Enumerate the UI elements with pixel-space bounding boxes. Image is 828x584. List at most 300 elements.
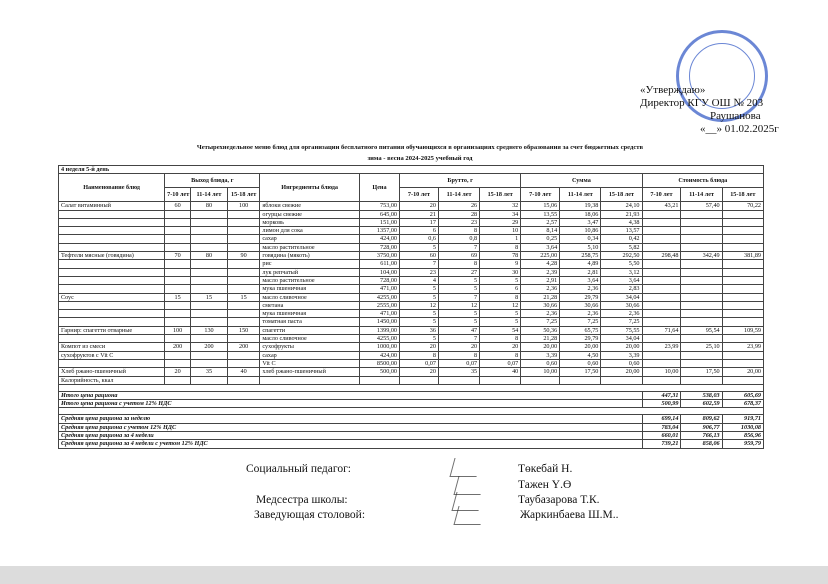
table-cell (59, 318, 165, 326)
header-cost-age-3: 15-18 лет (722, 188, 763, 202)
summary-value: 739,21 (642, 440, 681, 448)
approval-date: «__» 01.02.2025г (700, 123, 779, 135)
table-cell: сухофруктов с Vit C (59, 351, 165, 359)
table-cell (722, 351, 763, 359)
signature-mark-1 (449, 458, 481, 477)
table-row (59, 285, 764, 293)
table-cell (165, 260, 191, 268)
summary-value: 766,13 (681, 432, 722, 440)
table-cell: 15 (191, 293, 228, 301)
table-cell: яблоки свежие (260, 202, 360, 210)
table-cell: 8 (480, 293, 521, 301)
table-cell (165, 310, 191, 318)
table-cell: 80 (191, 202, 228, 210)
school-nurse-role: Медсестра школы: (256, 494, 348, 506)
table-cell: 20,00 (601, 343, 642, 351)
header-cost: Стоимость блюда (642, 174, 763, 188)
table-cell (722, 285, 763, 293)
summary-label: Средняя цена рациона за 4 недели с учетом 12% НДС (59, 440, 643, 448)
table-row (59, 276, 764, 284)
table-cell (722, 318, 763, 326)
table-cell: 1399,00 (359, 326, 399, 334)
table-cell: 7 (438, 335, 479, 343)
table-cell: 5 (400, 310, 439, 318)
table-cell: масло растительное (260, 276, 360, 284)
table-cell (227, 235, 259, 243)
table-cell (165, 351, 191, 359)
table-cell (681, 310, 722, 318)
table-cell: 20,00 (521, 343, 560, 351)
summary-value: 660,01 (642, 432, 681, 440)
table-cell (191, 301, 228, 309)
table-cell: 2,81 (560, 268, 601, 276)
summary-value: 447,31 (642, 391, 681, 399)
table-cell: 28 (438, 210, 479, 218)
table-cell (400, 376, 439, 384)
table-cell (227, 301, 259, 309)
table-cell: 728,00 (359, 243, 399, 251)
table-cell: масло сливочное (260, 335, 360, 343)
table-cell (165, 335, 191, 343)
table-cell: 5 (400, 293, 439, 301)
header-sum-age-2: 11-14 лет (560, 188, 601, 202)
table-cell: 150 (227, 326, 259, 334)
table-cell: 728,00 (359, 276, 399, 284)
table-cell: 5,82 (601, 243, 642, 251)
week-label: 4 неделя 5-й день (59, 166, 764, 174)
table-cell: 3,64 (521, 243, 560, 251)
table-cell (722, 310, 763, 318)
table-cell: 5 (438, 310, 479, 318)
table-cell: 471,00 (359, 285, 399, 293)
table-cell (59, 210, 165, 218)
table-cell: 8 (438, 351, 479, 359)
table-cell: 4,50 (560, 351, 601, 359)
table-cell: 2,36 (560, 310, 601, 318)
table-cell (642, 310, 681, 318)
table-cell: 5 (480, 318, 521, 326)
table-cell: 21,28 (521, 335, 560, 343)
table-cell: 5 (438, 276, 479, 284)
table-cell (722, 227, 763, 235)
table-cell (59, 218, 165, 226)
social-pedagogue-role: Социальный педагог: (246, 463, 351, 475)
table-cell: 17,50 (681, 368, 722, 376)
table-cell: 3,12 (601, 268, 642, 276)
table-cell (681, 285, 722, 293)
summary-value: 605,69 (722, 391, 763, 399)
table-row (59, 335, 764, 343)
table-cell: 65,75 (560, 326, 601, 334)
table-cell: 32 (480, 202, 521, 210)
table-cell: 0,60 (601, 359, 642, 367)
table-cell: 12 (480, 301, 521, 309)
table-cell (681, 235, 722, 243)
table-cell: 6 (400, 227, 439, 235)
table-cell: 5,10 (560, 243, 601, 251)
table-cell: 30 (480, 268, 521, 276)
table-cell: 8500,00 (359, 359, 399, 367)
table-cell: 35 (438, 368, 479, 376)
table-cell: 342,49 (681, 252, 722, 260)
table-cell (165, 227, 191, 235)
table-cell: 27 (438, 268, 479, 276)
table-cell: 70,22 (722, 202, 763, 210)
table-cell (642, 301, 681, 309)
table-cell: 753,00 (359, 202, 399, 210)
table-cell: 381,89 (722, 252, 763, 260)
summary-value: 809,62 (681, 415, 722, 423)
summary-value: 856,96 (722, 432, 763, 440)
table-cell: 0,07 (400, 359, 439, 367)
table-cell (165, 243, 191, 251)
summary-value: 500,99 (642, 400, 681, 408)
table-row (59, 227, 764, 235)
table-cell: 5 (400, 285, 439, 293)
table-cell: 5 (400, 318, 439, 326)
table-cell (191, 268, 228, 276)
table-cell (191, 376, 228, 384)
table-cell: 10,00 (642, 368, 681, 376)
table-cell: 13,55 (521, 210, 560, 218)
table-cell: 0,25 (521, 235, 560, 243)
menu-title-line-2: зима - весна 2024-2025 учебный год (367, 155, 473, 162)
table-cell: 8,14 (521, 227, 560, 235)
table-cell: 19,38 (560, 202, 601, 210)
table-cell (59, 285, 165, 293)
table-cell: 2,36 (601, 310, 642, 318)
summary-value: 602,59 (681, 400, 722, 408)
table-cell (165, 359, 191, 367)
table-cell: 4255,00 (359, 293, 399, 301)
table-cell (642, 227, 681, 235)
summary-value: 783,04 (642, 423, 681, 431)
table-cell: 7 (438, 243, 479, 251)
table-cell (642, 243, 681, 251)
table-cell (227, 218, 259, 226)
table-cell: 104,00 (359, 268, 399, 276)
summary-value: 1030,08 (722, 423, 763, 431)
table-row (59, 326, 764, 334)
table-cell: 9 (480, 260, 521, 268)
approval-line-3: Раушанова (710, 110, 761, 122)
table-cell: 8 (438, 227, 479, 235)
table-cell: 20 (400, 343, 439, 351)
summary-row (59, 423, 764, 431)
header-dish: Наименование блюд (59, 174, 165, 202)
table-cell (642, 260, 681, 268)
table-spacer-cell (59, 408, 764, 415)
table-cell (227, 335, 259, 343)
table-cell: 20,00 (722, 368, 763, 376)
table-cell: 3,39 (521, 351, 560, 359)
table-cell: 8 (400, 351, 439, 359)
table-cell: 258,75 (560, 252, 601, 260)
summary-row (59, 400, 764, 408)
table-cell: 30,66 (560, 301, 601, 309)
school-nurse-name: Таубазарова Т.К. (518, 494, 600, 506)
table-cell: 2,36 (521, 285, 560, 293)
table-row (59, 235, 764, 243)
table-cell (191, 276, 228, 284)
table-cell: сухофрукты (260, 343, 360, 351)
table-cell (642, 268, 681, 276)
table-cell: 1000,00 (359, 343, 399, 351)
header-gross-age-1: 7-10 лет (400, 188, 439, 202)
table-cell: 20 (480, 343, 521, 351)
table-cell (59, 276, 165, 284)
table-cell (681, 218, 722, 226)
table-cell: 17,50 (560, 368, 601, 376)
table-cell: мука пшеничная (260, 310, 360, 318)
table-cell: 4255,00 (359, 335, 399, 343)
table-cell: 75,55 (601, 326, 642, 334)
table-cell: 100 (165, 326, 191, 334)
table-cell: 15 (227, 293, 259, 301)
table-cell (438, 376, 479, 384)
table-cell (681, 293, 722, 301)
table-cell: 0,60 (521, 359, 560, 367)
table-cell: 13,57 (601, 227, 642, 235)
table-cell: 40 (227, 368, 259, 376)
table-cell: 200 (227, 343, 259, 351)
table-cell: 109,59 (722, 326, 763, 334)
table-cell: 71,64 (642, 326, 681, 334)
table-cell (191, 285, 228, 293)
table-cell: 5 (480, 310, 521, 318)
table-cell: 23,99 (722, 343, 763, 351)
table-cell: спагетти (260, 326, 360, 334)
table-cell (191, 210, 228, 218)
table-cell (480, 376, 521, 384)
table-cell: 4 (400, 276, 439, 284)
table-cell: 0,34 (560, 235, 601, 243)
table-cell (191, 359, 228, 367)
table-cell: масло растительное (260, 243, 360, 251)
table-cell: 35 (191, 368, 228, 376)
table-cell (227, 310, 259, 318)
table-cell: 54 (480, 326, 521, 334)
table-cell: Гарнир: спагетти отварные (59, 326, 165, 334)
table-cell (227, 268, 259, 276)
menu-title (100, 142, 740, 164)
table-cell (681, 359, 722, 367)
table-cell: Vit C (260, 359, 360, 367)
table-cell: 50,36 (521, 326, 560, 334)
summary-row (59, 440, 764, 448)
table-row (59, 202, 764, 210)
table-cell: 424,00 (359, 351, 399, 359)
table-cell (642, 293, 681, 301)
table-cell: 500,00 (359, 368, 399, 376)
summary-row (59, 391, 764, 399)
table-cell (642, 351, 681, 359)
table-cell (165, 285, 191, 293)
table-cell: 2,39 (521, 268, 560, 276)
table-spacer-cell (59, 384, 764, 391)
table-cell: 70 (165, 252, 191, 260)
header-cost-age-1: 7-10 лет (642, 188, 681, 202)
table-cell: 3750,00 (359, 252, 399, 260)
table-cell: 0,6 (400, 235, 439, 243)
header-price: Цена (359, 174, 399, 202)
table-cell: 30,66 (521, 301, 560, 309)
table-cell: 7,25 (521, 318, 560, 326)
table-cell: 5 (400, 243, 439, 251)
header-output-age-3: 15-18 лет (227, 188, 259, 202)
summary-label: Итого цена рациона с учетом 12% НДС (59, 400, 643, 408)
table-cell (722, 276, 763, 284)
table-cell: 225,00 (521, 252, 560, 260)
table-cell (227, 318, 259, 326)
table-cell (722, 210, 763, 218)
table-cell: 26 (438, 202, 479, 210)
table-cell (681, 376, 722, 384)
table-cell (59, 310, 165, 318)
summary-label: Средняя цена рациона за 4 недели (59, 432, 643, 440)
table-cell (59, 235, 165, 243)
table-cell: 30,66 (601, 301, 642, 309)
table-cell: Салат витаминный (59, 202, 165, 210)
summary-label: Итого цена рациона (59, 391, 643, 399)
table-cell (227, 260, 259, 268)
table-cell (722, 260, 763, 268)
table-cell (722, 376, 763, 384)
table-cell (642, 210, 681, 218)
table-cell (642, 285, 681, 293)
table-cell: 7 (438, 293, 479, 301)
table-cell: Тефтели мясные (говядина) (59, 252, 165, 260)
table-row (59, 359, 764, 367)
header-output: Выход блюда, г (165, 174, 260, 188)
table-cell: 7,25 (601, 318, 642, 326)
header-output-age-2: 11-14 лет (191, 188, 228, 202)
table-row (59, 318, 764, 326)
header-output-age-1: 7-10 лет (165, 188, 191, 202)
summary-value: 919,71 (722, 415, 763, 423)
table-cell (260, 376, 360, 384)
signature-mark-4 (453, 506, 485, 525)
table-cell (642, 276, 681, 284)
table-cell (191, 351, 228, 359)
table-cell: 4,38 (601, 218, 642, 226)
table-cell: Соус (59, 293, 165, 301)
table-cell (165, 376, 191, 384)
table-cell: 20 (400, 202, 439, 210)
table-cell (681, 318, 722, 326)
table-cell: 2555,00 (359, 301, 399, 309)
table-cell (191, 318, 228, 326)
table-cell: 24,10 (601, 202, 642, 210)
table-cell (722, 235, 763, 243)
approval-block (640, 84, 779, 136)
table-cell: 43,21 (642, 202, 681, 210)
header-sum: Сумма (521, 174, 642, 188)
header-gross-age-2: 11-14 лет (438, 188, 479, 202)
table-cell: 3,39 (601, 351, 642, 359)
table-cell (642, 335, 681, 343)
table-cell (227, 285, 259, 293)
table-row (59, 260, 764, 268)
table-cell: 20 (400, 368, 439, 376)
table-row (59, 293, 764, 301)
table-cell: 10,86 (560, 227, 601, 235)
table-cell (642, 318, 681, 326)
table-cell (722, 268, 763, 276)
table-cell: 60 (400, 252, 439, 260)
table-cell: 90 (227, 252, 259, 260)
table-cell: сахар (260, 351, 360, 359)
table-cell (165, 268, 191, 276)
table-cell: 21 (400, 210, 439, 218)
table-cell (191, 218, 228, 226)
table-cell (722, 218, 763, 226)
table-cell: 6 (480, 285, 521, 293)
table-cell: 20 (165, 368, 191, 376)
table-cell: 12 (438, 301, 479, 309)
table-cell: 21,93 (601, 210, 642, 218)
table-cell (642, 376, 681, 384)
table-cell: 8 (480, 243, 521, 251)
table-cell: 36 (400, 326, 439, 334)
table-cell (722, 335, 763, 343)
table-row (59, 218, 764, 226)
scan-bottom-edge (0, 566, 828, 584)
table-cell (191, 243, 228, 251)
table-cell: Компот из смеси (59, 343, 165, 351)
table-cell: 10,00 (521, 368, 560, 376)
table-cell: сметана (260, 301, 360, 309)
table-cell: 25,10 (681, 343, 722, 351)
header-ingredients: Ингредиенты блюда (260, 174, 360, 202)
summary-value: 699,14 (642, 415, 681, 423)
table-cell (165, 235, 191, 243)
table-cell: 40 (480, 368, 521, 376)
table-cell: 298,48 (642, 252, 681, 260)
menu-title-line-1: Четырехнедельное меню блюд для организации бесплатного питания обучающихся в организациях среднего образования за счет бюджетных средств (196, 144, 644, 151)
table-cell (560, 376, 601, 384)
table-cell: 8 (438, 260, 479, 268)
table-cell (681, 276, 722, 284)
table-cell: 12 (400, 301, 439, 309)
table-cell: 10 (480, 227, 521, 235)
table-cell (521, 376, 560, 384)
table-row (59, 376, 764, 384)
table-cell: 5 (480, 276, 521, 284)
table-cell: морковь (260, 218, 360, 226)
table-cell (681, 260, 722, 268)
table-spacer-row (59, 408, 764, 415)
menu-table (58, 165, 764, 449)
table-cell: 29,79 (560, 335, 601, 343)
table-row (59, 368, 764, 376)
table-cell (59, 260, 165, 268)
table-cell: лимон для сока (260, 227, 360, 235)
table-cell: 100 (227, 202, 259, 210)
header-gross-age-3: 15-18 лет (480, 188, 521, 202)
table-cell: сахар (260, 235, 360, 243)
table-cell: 0,42 (601, 235, 642, 243)
table-cell: 424,00 (359, 235, 399, 243)
table-cell: 57,40 (681, 202, 722, 210)
header-cost-age-2: 11-14 лет (681, 188, 722, 202)
table-cell: лук репчатый (260, 268, 360, 276)
header-sum-age-3: 15-18 лет (601, 188, 642, 202)
table-row (59, 268, 764, 276)
table-cell: 3,64 (601, 276, 642, 284)
table-row (59, 243, 764, 251)
table-cell (681, 351, 722, 359)
